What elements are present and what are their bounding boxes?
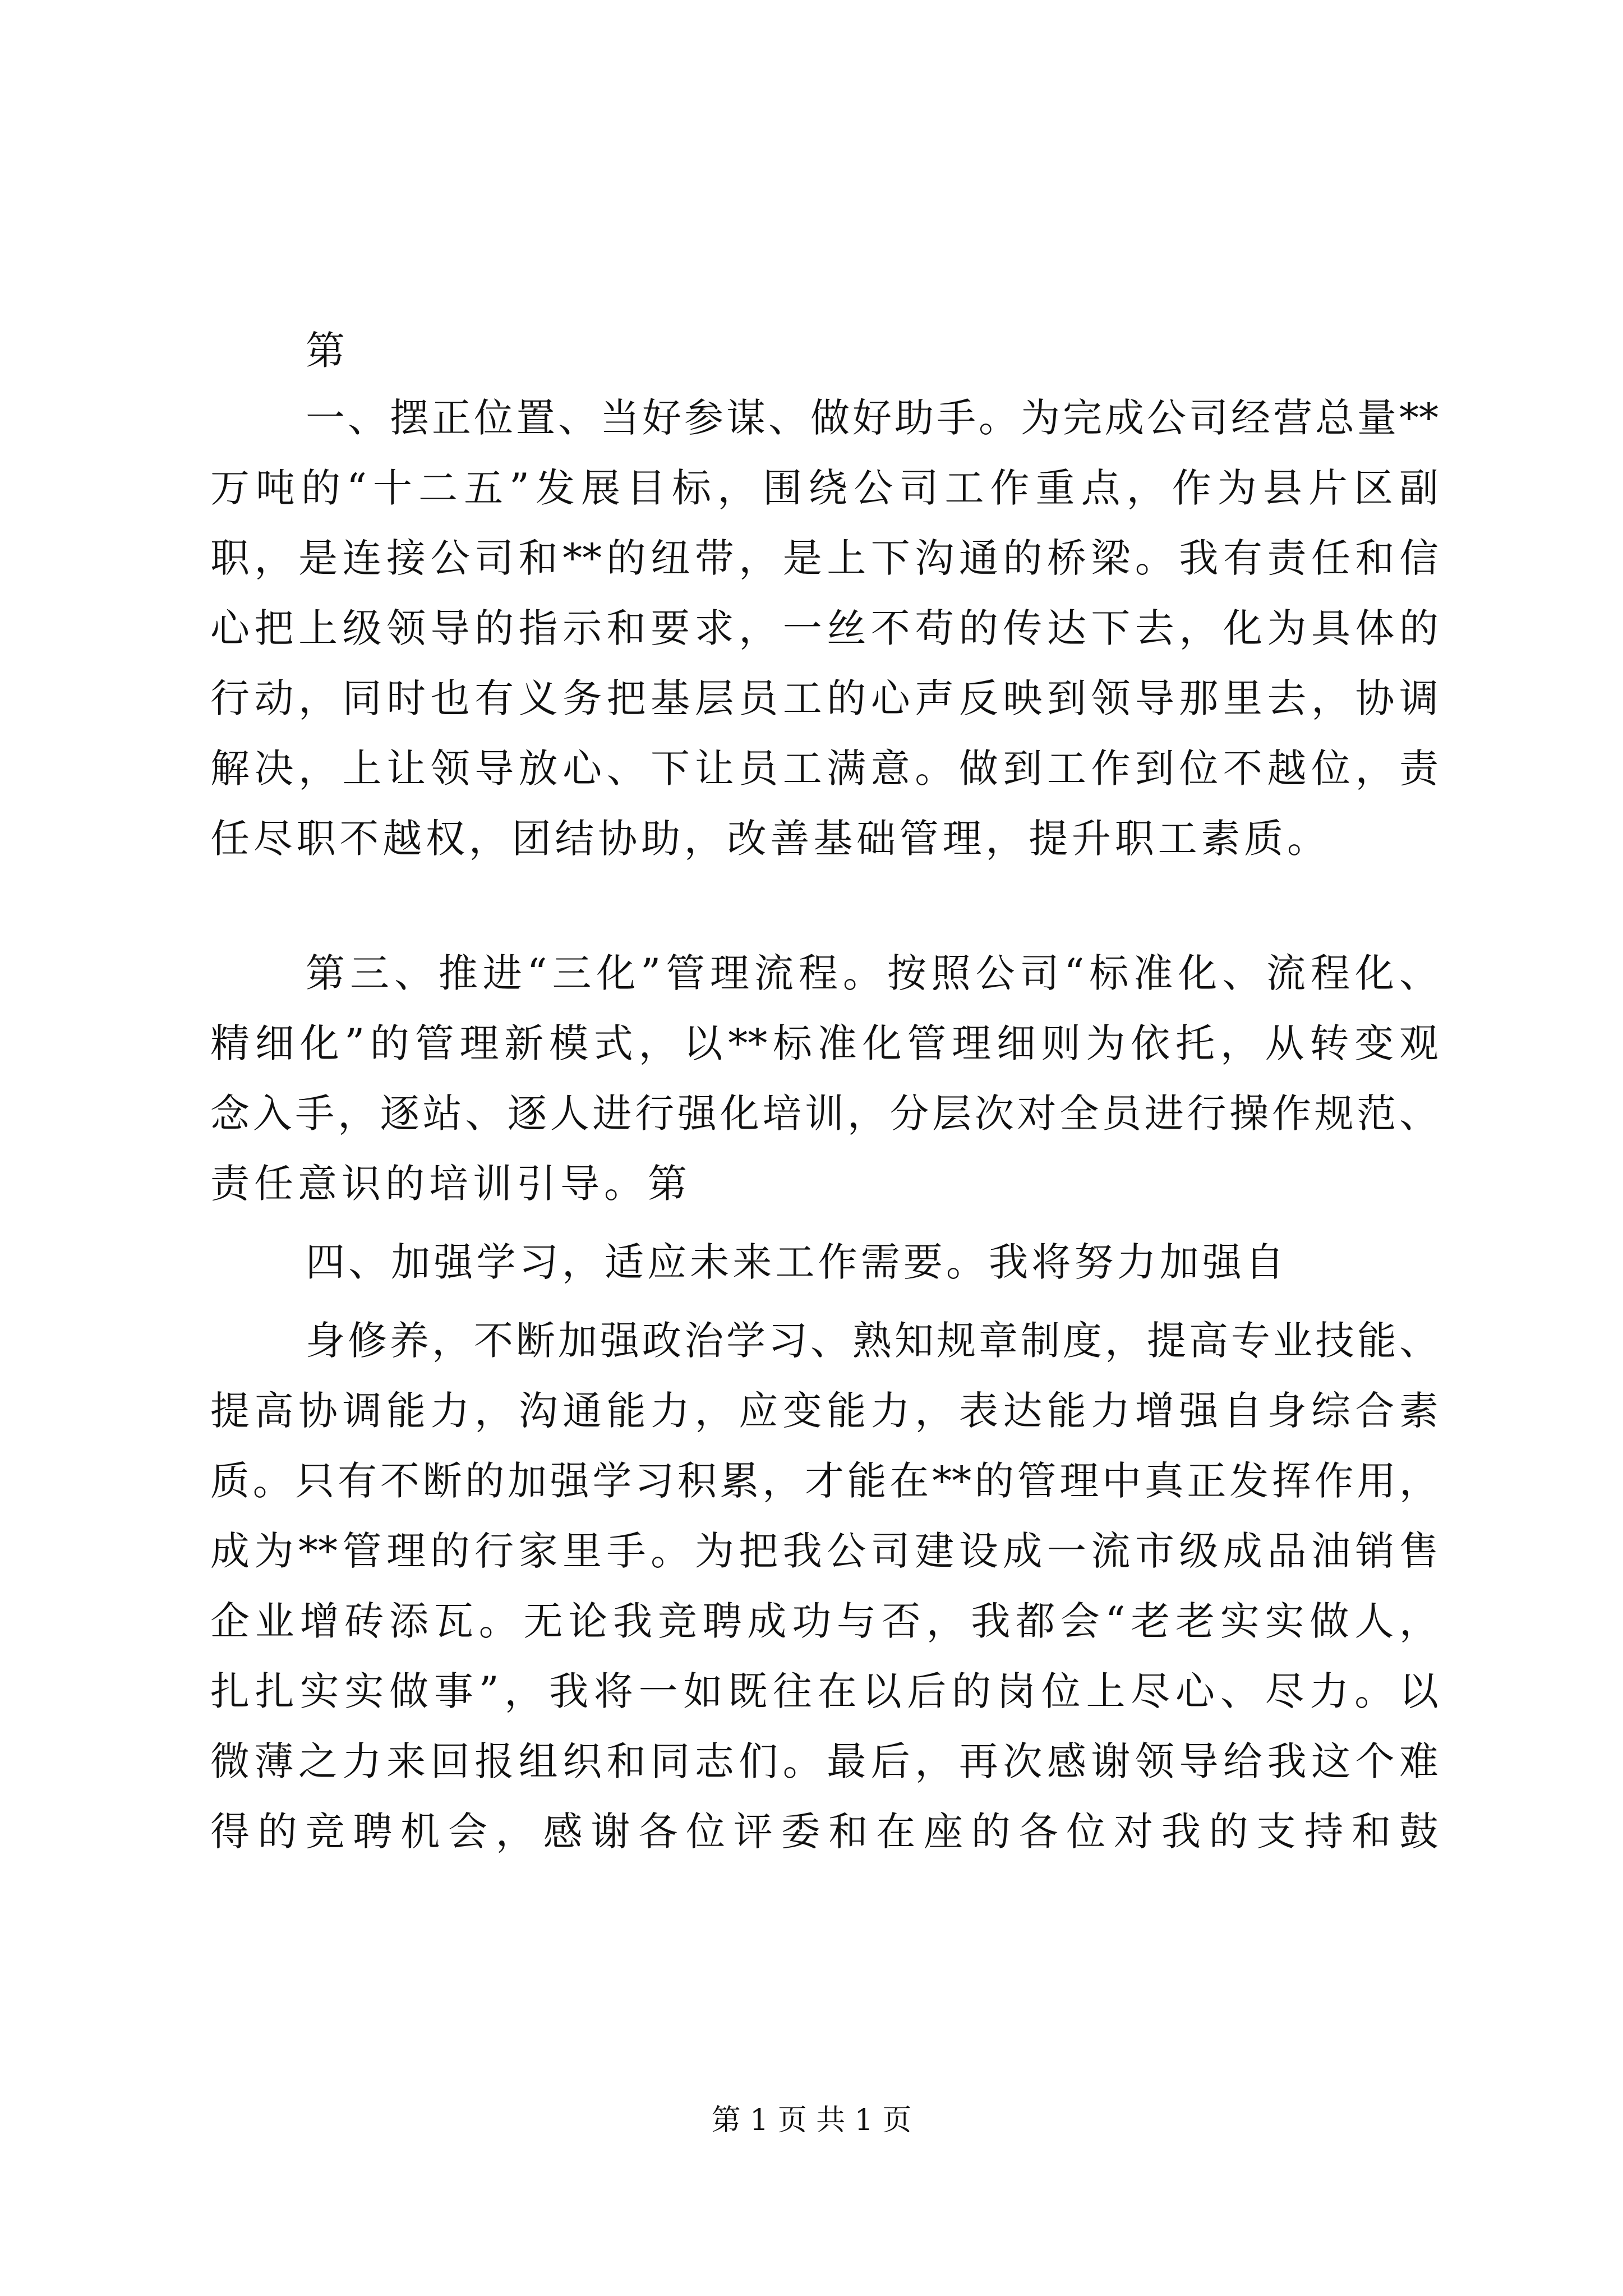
text-line-17: 成为**管理的行家里手。为把我公司建设成一流市级成品油销售	[210, 1528, 1438, 1574]
text-line-20: 微薄之力来回报组织和同志们。最后，再次感谢领导给我这个难	[210, 1738, 1438, 1784]
text-line-8: 任尽职不越权，团结协助，改善基础管理，提升职工素质。	[210, 816, 1326, 862]
text-line-6: 行动，同时也有义务把基层员工的心声反映到领导那里去，协调	[210, 675, 1438, 721]
text-line-16: 质。只有不断的加强学习积累，才能在**的管理中真正发挥作用，	[210, 1458, 1438, 1504]
text-line-21: 得的竞聘机会，感谢各位评委和在座的各位对我的支持和鼓	[210, 1809, 1438, 1855]
text-line-4: 职，是连接公司和**的纽带，是上下沟通的桥梁。我有责任和信	[210, 535, 1438, 581]
text-line-3: 万吨的“十二五”发展目标，围绕公司工作重点，作为县片区副	[210, 465, 1438, 511]
page-footer: 第 1 页 共 1 页	[711, 2104, 912, 2137]
text-line-14: 身修养，不断加强政治学习、熟知规章制度，提高专业技能、	[306, 1318, 1438, 1364]
text-line-13: 四、加强学习，适应未来工作需要。我将努力加强自	[306, 1239, 1284, 1285]
text-line-2: 一、摆正位置、当好参谋、做好助手。为完成公司经营总量**	[306, 395, 1438, 441]
text-line-15: 提高协调能力，沟通能力，应变能力，表达能力增强自身综合素	[210, 1388, 1438, 1434]
text-line-7: 解决，上让领导放心、下让员工满意。做到工作到位不越位，责	[210, 746, 1438, 792]
text-line-12: 责任意识的培训引导。第	[210, 1161, 687, 1207]
text-line-18: 企业增砖添瓦。无论我竞聘成功与否，我都会“老老实实做人，	[210, 1598, 1438, 1644]
text-line-19: 扎扎实实做事”，我将一如既往在以后的岗位上尽心、尽力。以	[210, 1668, 1438, 1714]
text-line-1: 第	[306, 328, 345, 374]
text-line-11: 念入手，逐站、逐人进行强化培训，分层次对全员进行操作规范、	[210, 1091, 1438, 1137]
text-line-5: 心把上级领导的指示和要求，一丝不苟的传达下去，化为具体的	[210, 605, 1438, 651]
text-line-9: 第三、推进“三化”管理流程。按照公司“标准化、流程化、	[306, 950, 1438, 996]
text-line-10: 精细化”的管理新模式，以**标准化管理细则为依托，从转变观	[210, 1020, 1438, 1066]
